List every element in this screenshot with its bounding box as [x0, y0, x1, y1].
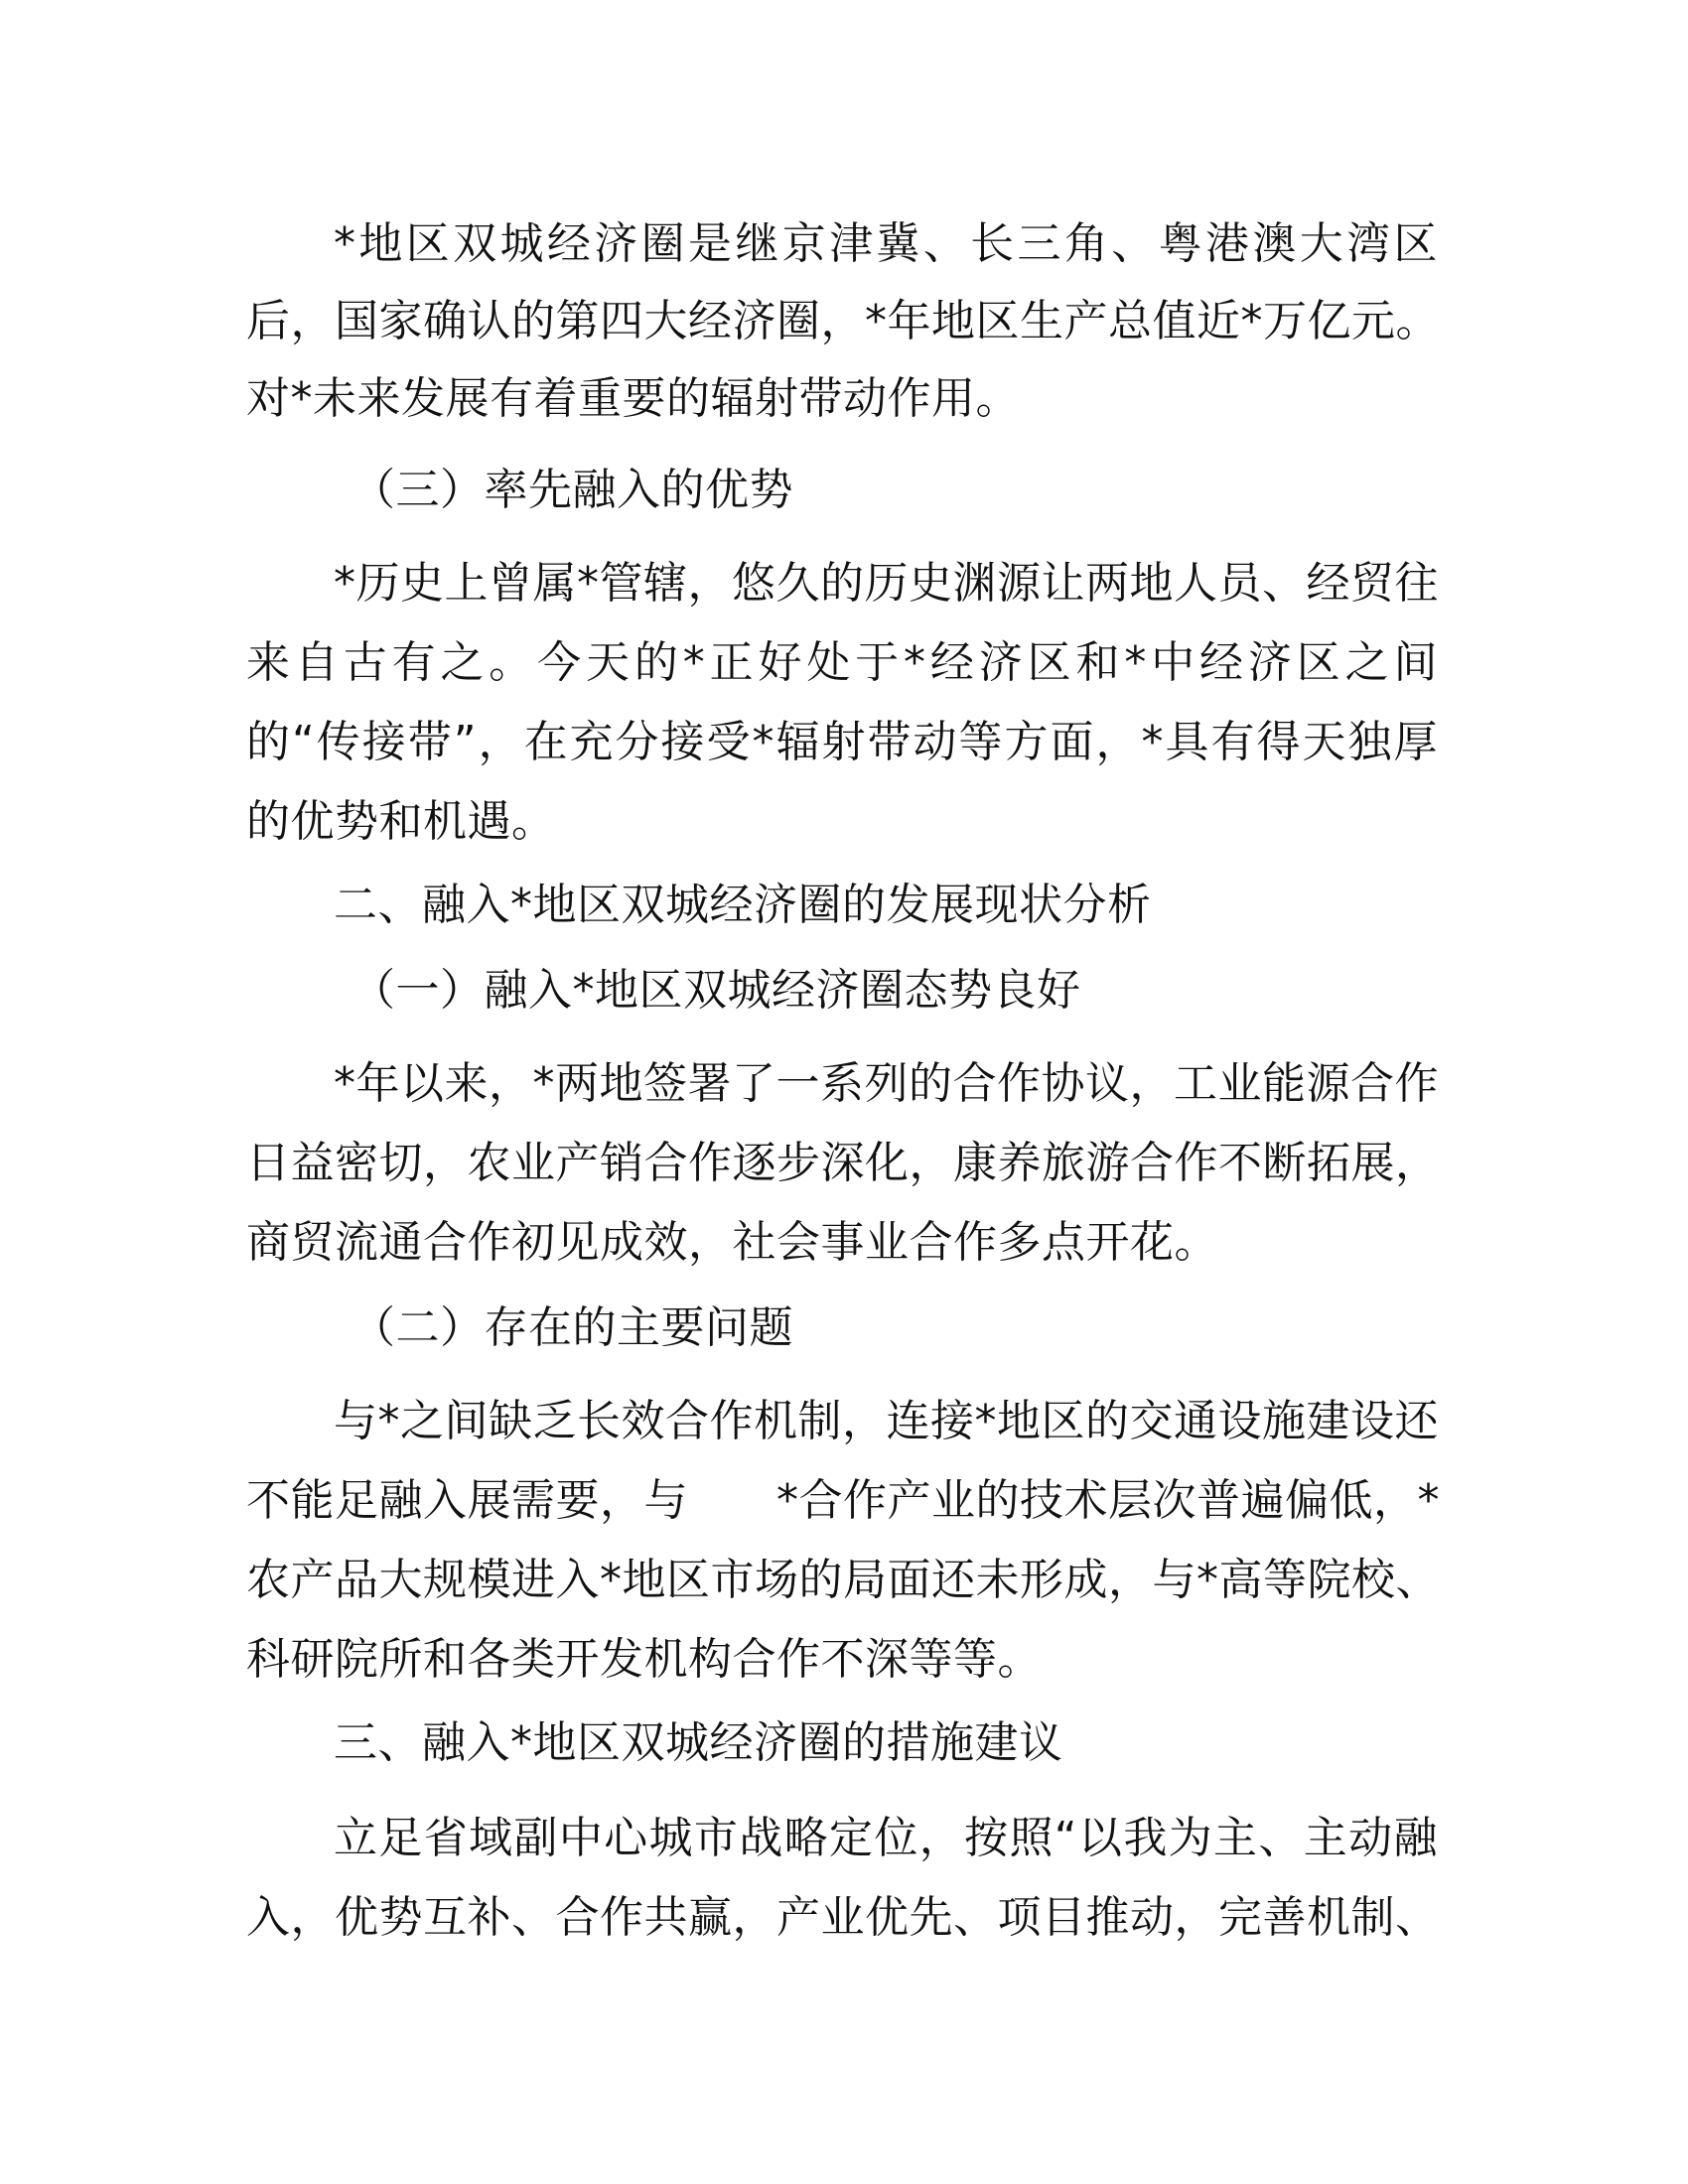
paragraph-line: 日益密切，农业产销合作逐步深化，康养旅游合作不断拓展， [246, 1138, 1440, 1188]
paragraph-line: *年以来，*两地签署了一系列的合作协议，工业能源合作 [334, 1058, 1439, 1109]
paragraph-line: 农产品大规模进入*地区市场的局面还未形成，与*高等院校、 [246, 1555, 1440, 1605]
chapter-heading: 二、融入*地区双城经济圈的发展现状分析 [334, 880, 1152, 930]
paragraph-line: 与*之间缺乏长效合作机制，连接*地区的交通设施建设还 [334, 1396, 1439, 1446]
section-heading: （一）融入*地区双城经济圈态势良好 [352, 965, 1081, 1016]
paragraph-line: 立足省域副中心城市战略定位，按照“以我为主、主动融 [334, 1813, 1438, 1863]
paragraph-line: 商贸流通合作初见成效，社会事业合作多点开花。 [246, 1217, 1218, 1268]
paragraph-line: 不能足融入展需要，与 *合作产业的技术层次普遍偏低，* [246, 1475, 1440, 1526]
paragraph-line: 科研院所和各类开发机构合作不深等等。 [246, 1634, 1042, 1685]
paragraph-line: *地区双城经济圈是继京津冀、长三角、粤港澳大湾区 [334, 218, 1438, 269]
section-heading: （二）存在的主要问题 [352, 1302, 793, 1353]
paragraph-line: 来自古有之。今天的*正好处于*经济区和*中经济区之间 [246, 637, 1438, 688]
section-heading: （三）率先融入的优势 [352, 465, 793, 515]
paragraph-line: 后，国家确认的第四大经济圈，*年地区生产总值近*万亿元。 [246, 296, 1440, 346]
paragraph-line: *历史上曾属*管辖，悠久的历史渊源让两地人员、经贸往 [334, 558, 1439, 609]
paragraph-line: 对*未来发展有着重要的辐射带动作用。 [246, 373, 1020, 424]
chapter-heading: 三、融入*地区双城经济圈的措施建议 [334, 1717, 1063, 1768]
paragraph-line: 的“传接带”，在充分接受*辐射带动等方面，*具有得天独厚 [246, 717, 1438, 767]
paragraph-line: 入，优势互补、合作共赢，产业优先、项目推动，完善机制、 [246, 1892, 1440, 1943]
paragraph-line: 的优势和机遇。 [246, 796, 556, 847]
